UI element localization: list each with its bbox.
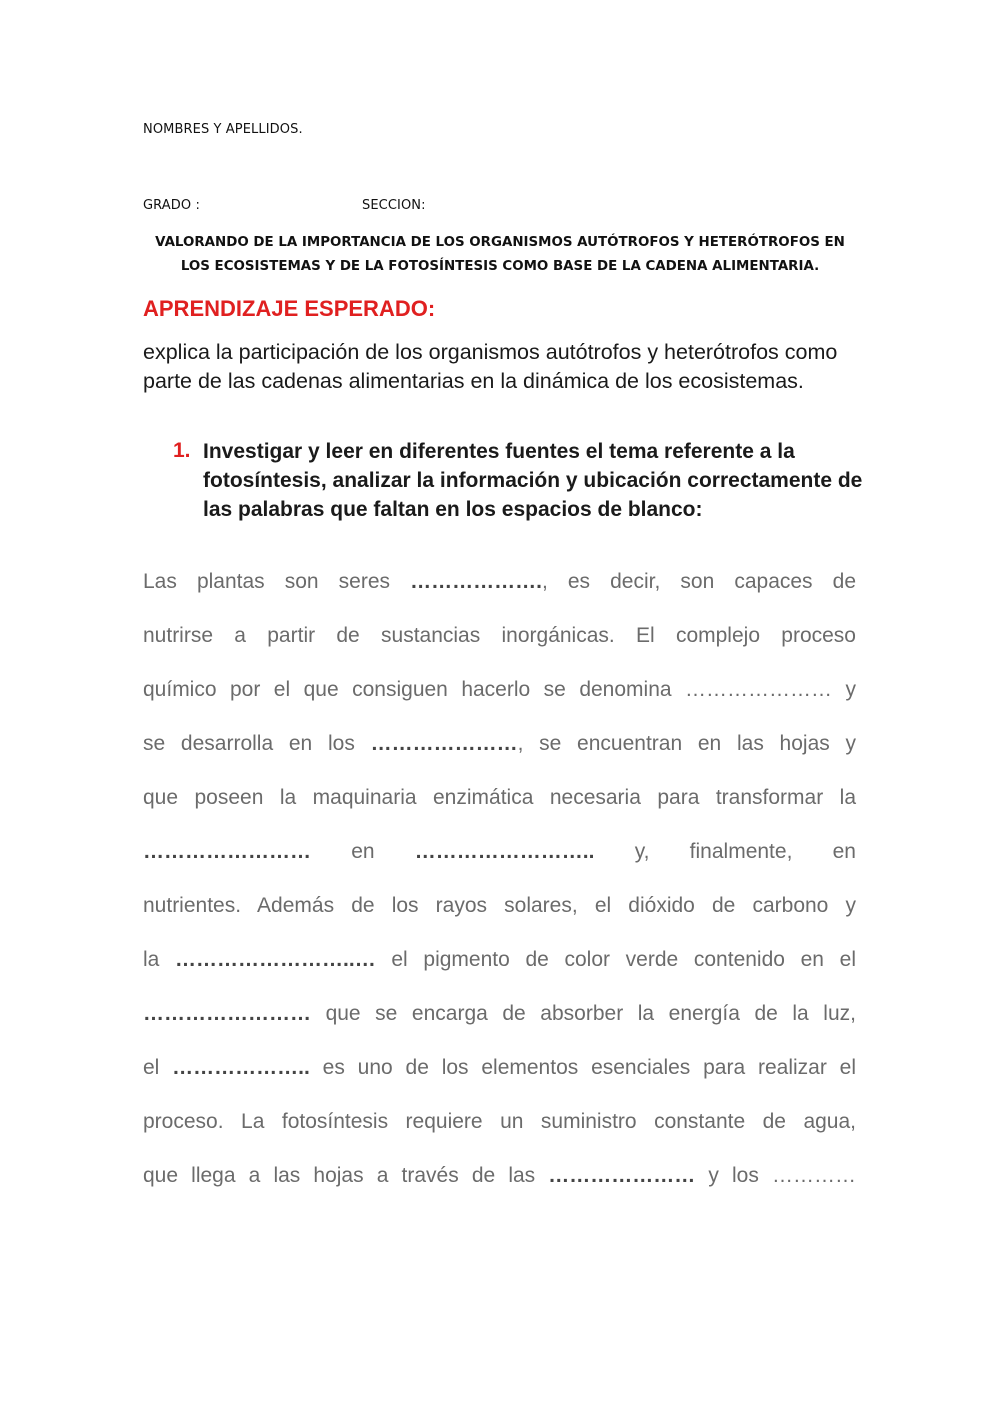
paragraph-line (143, 1053, 856, 1083)
paragraph-line (143, 1161, 856, 1191)
paragraph-line: proceso. La fotosíntesis requiere un suministro constante de agua, (143, 1110, 856, 1133)
paragraph-line (143, 675, 856, 705)
blank: ……………………..… (175, 948, 376, 971)
title-line-1: VALORANDO DE LA IMPORTANCIA DE LOS ORGANISMOS AUTÓTROFOS Y HETERÓTROFOS EN (155, 235, 845, 250)
paragraph-line: que poseen la maquinaria enzimática necesaria para transformar la (143, 786, 856, 809)
paragraph-line: nutrientes. Además de los rayos solares, el dióxido de carbono y (143, 894, 856, 917)
grade-label: GRADO : (143, 198, 200, 213)
paragraph-line (143, 999, 856, 1029)
text-segment: químico por el que consiguen hacerlo se denomina (143, 678, 686, 701)
section-label: SECCION: (362, 198, 426, 213)
text-segment: es uno de los elementos esenciales para realizar el (309, 1056, 856, 1079)
text-segment: y, finalmente, en (634, 840, 856, 863)
paragraph-line (143, 837, 856, 867)
paragraph-line (143, 729, 856, 759)
text-segment: la (143, 948, 176, 971)
text-segment: , es decir, son capaces de (541, 570, 856, 593)
item-instruction: Investigar y leer en diferentes fuentes el tema referente a la fotosíntesis, analizar la información y ubicación correctamente de las palabras que faltan en los espacios de blanco: (203, 440, 863, 521)
expected-learning-text: explica la participación de los organismos autótrofos y heterótrofos como parte de las cadenas alimentarias en la dinámica de los ecosistemas. (143, 340, 838, 393)
blank: …………………….. (414, 840, 635, 863)
names-label: NOMBRES Y APELLIDOS. (143, 122, 303, 137)
text-segment: , se encuentran en las hojas y (517, 732, 856, 755)
title-line-2: LOS ECOSISTEMAS Y DE LA FOTOSÍNTESIS COMO BASE DE LA CADENA ALIMENTARIA. (180, 259, 820, 274)
item-number: 1. (173, 439, 191, 462)
paragraph-line (143, 945, 856, 975)
blank: ………………. (410, 570, 542, 593)
paragraph-line: nutrirse a partir de sustancias inorgánicas. El complejo proceso (143, 624, 856, 647)
blank: ………………… y (685, 678, 856, 701)
text-segment: se desarrolla en los (143, 732, 371, 755)
text-segment: en (351, 840, 415, 863)
blank: …………………… (143, 840, 352, 863)
blank: ………………… (370, 732, 518, 755)
text-segment: el (143, 1056, 173, 1079)
text-segment: el pigmento de color verde contenido en el (375, 948, 856, 971)
text-segment: Las plantas son seres (143, 570, 411, 593)
text-segment: que llega a las hojas a través de las (143, 1164, 549, 1187)
blank: ………………… (548, 1164, 696, 1187)
blank: ……………….. (172, 1056, 310, 1079)
paragraph-line (143, 567, 856, 597)
blank: …………………… (143, 1002, 311, 1025)
expected-learning-heading: APRENDIZAJE ESPERADO: (143, 296, 436, 321)
text-segment: que se encarga de absorber la energía de la luz, (311, 1002, 856, 1025)
text-segment: y los ………… (695, 1164, 856, 1187)
